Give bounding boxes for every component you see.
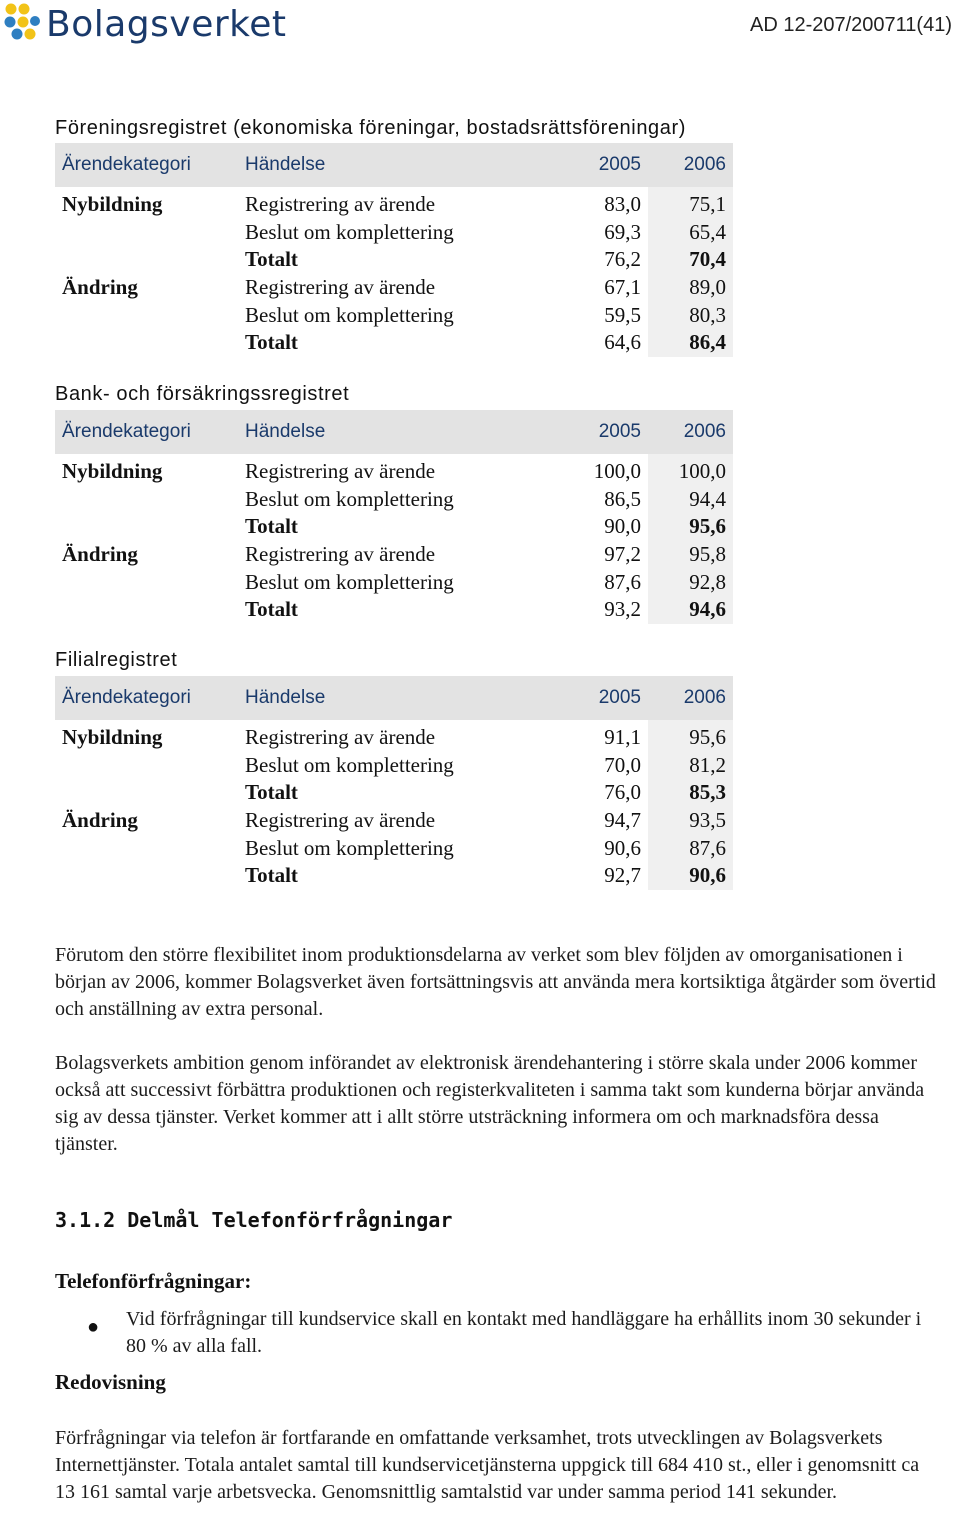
column-header-handelse: Händelse [238,410,568,454]
kategori-cell [55,568,238,596]
table-row-total [55,329,733,357]
kategori-cell: Nybildning [62,192,163,217]
table-header-row [55,410,733,454]
value-2005-cell: 86,5 [604,486,641,511]
table-row-total [55,246,733,274]
handelse-cell: Totalt [245,780,298,805]
value-2006-cell: 89,0 [648,274,733,302]
value-2006-cell: 87,6 [648,834,733,862]
column-header-2005: 2005 [568,410,648,454]
value-2006-cell: 70,4 [648,246,733,274]
kategori-cell [55,329,238,357]
kategori-cell [55,862,238,890]
handelse-cell: Registrering av ärende [245,725,436,750]
doc-number: AD 12-207/2007 [750,14,896,36]
handelse-cell: Registrering av ärende [245,808,436,833]
kategori-cell: Nybildning [62,459,163,484]
column-header-kategori: Ärendekategori [55,143,238,187]
value-2005-cell: 69,3 [604,219,641,244]
table-row [55,807,733,835]
value-2006-cell: 100,0 [648,454,733,486]
table-row [55,219,733,247]
kategori-cell [55,834,238,862]
table-row [55,720,733,752]
value-2005-cell: 83,0 [604,192,641,217]
table-row [55,454,733,486]
value-2005-cell: 90,0 [604,514,641,539]
handelse-cell: Beslut om komplettering [245,486,454,511]
table-row [55,187,733,219]
value-2005-cell: 97,2 [604,542,641,567]
kategori-cell [55,779,238,807]
kategori-cell [55,752,238,780]
kategori-cell [55,596,238,624]
bullet-item: Vid förfrågningar till kundservice skall en kontakt med handläggare ha erhållits inom 30 sekunder i 80 % av alla fall. [126,1308,922,1357]
handelse-cell: Registrering av ärende [245,192,436,217]
table-header-row [55,676,733,720]
column-header-2006: 2006 [648,143,733,187]
kategori-cell: Ändring [62,275,138,300]
page-number: 11(41) [895,14,952,36]
value-2006-cell: 93,5 [648,807,733,835]
table-row [55,301,733,329]
handelse-cell: Totalt [245,247,298,272]
body-paragraph: Förutom den större flexibilitet inom produktionsdelarna av verket som blev följden av omorganisationen i början av 2006, kommer Bolagsverket även fortsättningsvis att använda mera kortsiktiga åtgärder som övertid och anställning av extra personal. [55,944,936,1020]
handelse-cell: Totalt [245,330,298,355]
handelse-cell: Beslut om komplettering [245,569,454,594]
value-2006-cell: 94,4 [648,486,733,514]
column-header-2005: 2005 [568,676,648,720]
handelse-cell: Registrering av ärende [245,275,436,300]
column-header-handelse: Händelse [238,676,568,720]
table-filialregistret [55,676,733,890]
value-2006-cell: 75,1 [648,187,733,219]
value-2005-cell: 94,7 [604,808,641,833]
kategori-cell [55,513,238,541]
value-2006-cell: 65,4 [648,219,733,247]
logo-wordmark: Bolagsverket [46,4,287,45]
value-2005-cell: 64,6 [604,330,641,355]
kategori-cell [55,486,238,514]
bolagsverket-logo [2,2,286,48]
value-2005-cell: 67,1 [604,275,641,300]
value-2006-cell: 92,8 [648,568,733,596]
value-2005-cell: 93,2 [604,597,641,622]
table-row-total [55,779,733,807]
handelse-cell: Beslut om komplettering [245,302,454,327]
kategori-cell [55,219,238,247]
value-2005-cell: 59,5 [604,302,641,327]
value-2006-cell: 80,3 [648,301,733,329]
section-heading: 3.1.2 Delmål Telefonförfrågningar [55,1208,453,1232]
table-title-foreningsregistret: Föreningsregistret (ekonomiska föreningar, bostadsrättsföreningar) [55,117,687,139]
value-2005-cell: 91,1 [604,725,641,750]
table-foreningsregistret [55,143,733,357]
value-2005-cell: 100,0 [593,459,641,484]
value-2006-cell: 85,3 [648,779,733,807]
column-header-2006: 2006 [648,410,733,454]
value-2005-cell: 76,2 [604,247,641,272]
value-2006-cell: 90,6 [648,862,733,890]
value-2006-cell: 95,6 [648,720,733,752]
handelse-cell: Beslut om komplettering [245,835,454,860]
table-row [55,834,733,862]
handelse-cell: Totalt [245,514,298,539]
table-row [55,274,733,302]
bullet-icon: ● [87,1316,100,1338]
table-title-filialregistret: Filialregistret [55,649,178,671]
kategori-cell [55,246,238,274]
value-2006-cell: 94,6 [648,596,733,624]
table-row [55,541,733,569]
column-header-kategori: Ärendekategori [55,410,238,454]
column-header-2006: 2006 [648,676,733,720]
value-2006-cell: 81,2 [648,752,733,780]
subheading-redovisning: Redovisning [55,1370,166,1394]
subheading-telefonforfragningar: Telefonförfrågningar: [55,1269,252,1293]
value-2005-cell: 90,6 [604,835,641,860]
redovisning-paragraph: Förfrågningar via telefon är fortfarande en omfattande verksamhet, trots utvecklingen av Bolagsverkets Internettjänster. Totala antalet samtal till kundservicetjänsterna uppgick till 684 410 st., eller i genomsnitt ca 13 161 samtal varje arbetsvecka. Genomsnittlig samtalstid var under samma period 141 sekunder. [55,1427,920,1503]
table-row [55,568,733,596]
handelse-cell: Registrering av ärende [245,542,436,567]
table-row [55,752,733,780]
handelse-cell: Totalt [245,597,298,622]
kategori-cell: Ändring [62,808,138,833]
table-row-total [55,862,733,890]
logo-dots-icon [2,2,42,48]
column-header-handelse: Händelse [238,143,568,187]
table-row [55,486,733,514]
handelse-cell: Beslut om komplettering [245,752,454,777]
value-2005-cell: 76,0 [604,780,641,805]
column-header-2005: 2005 [568,143,648,187]
table-row-total [55,596,733,624]
table-row-total [55,513,733,541]
handelse-cell: Totalt [245,863,298,888]
value-2006-cell: 95,6 [648,513,733,541]
kategori-cell [55,301,238,329]
value-2005-cell: 70,0 [604,752,641,777]
value-2005-cell: 92,7 [604,863,641,888]
handelse-cell: Registrering av ärende [245,459,436,484]
kategori-cell: Nybildning [62,725,163,750]
column-header-kategori: Ärendekategori [55,676,238,720]
table-header-row [55,143,733,187]
handelse-cell: Beslut om komplettering [245,219,454,244]
body-paragraph: Bolagsverkets ambition genom införandet av elektronisk ärendehantering i större skala under 2006 kommer också att successivt förbättra produktionen och registerkvaliteten i samma takt som kunderna börjar använda sig av dessa tjänster. Verket kommer att i allt större utsträckning informera om och marknadsföra dessa tjänster. [55,1052,925,1155]
kategori-cell: Ändring [62,542,138,567]
value-2005-cell: 87,6 [604,569,641,594]
document-reference [750,14,952,37]
value-2006-cell: 95,8 [648,541,733,569]
table-bankregistret [55,410,733,624]
table-title-bankregistret: Bank- och försäkringssregistret [55,383,350,405]
value-2006-cell: 86,4 [648,329,733,357]
